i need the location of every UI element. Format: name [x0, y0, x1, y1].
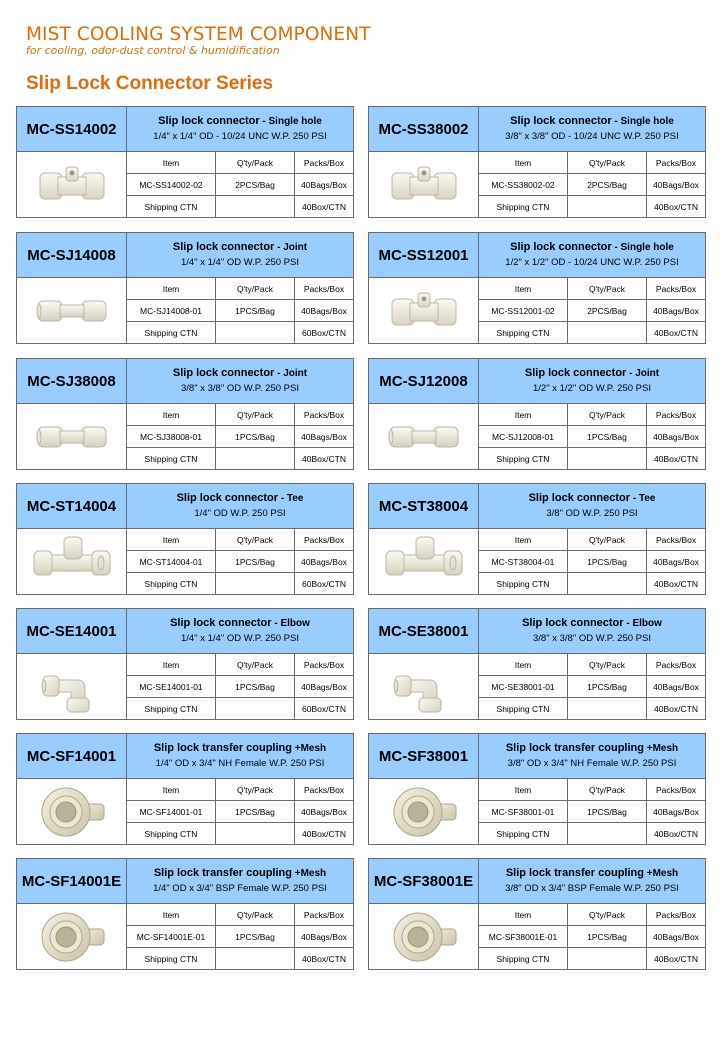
header-qty: Q'ty/Pack: [216, 404, 295, 426]
item-packs: 40Bags/Box: [647, 300, 706, 322]
header-packs: Packs/Box: [647, 404, 706, 426]
shipping-label: Shipping CTN: [127, 823, 216, 845]
header-item: Item: [127, 904, 216, 926]
shipping-empty: [216, 196, 295, 218]
elbow-connector-icon: [369, 658, 478, 716]
product-card-mc-ss14002: [16, 106, 353, 217]
product-title: Slip lock connector - Elbow: [170, 617, 310, 630]
product-image: [369, 404, 479, 470]
item-code: MC-ST14004-01: [127, 551, 216, 573]
product-code: MC-SS14002: [17, 107, 127, 152]
product-table: [368, 733, 706, 845]
item-packs: 40Bags/Box: [647, 551, 706, 573]
shipping-ctn: 40Box/CTN: [295, 448, 354, 470]
product-spec: 3/8" x 3/8" OD W.P. 250 PSI: [533, 632, 651, 644]
product-image: [17, 904, 127, 970]
header-qty: Q'ty/Pack: [568, 779, 647, 801]
header-qty: Q'ty/Pack: [568, 278, 647, 300]
shipping-label: Shipping CTN: [479, 573, 568, 595]
product-card-mc-ss12001: [368, 232, 705, 343]
item-qty: 1PCS/Bag: [216, 300, 295, 322]
header-item: Item: [479, 278, 568, 300]
product-spec: 1/4" x 1/4" OD - 10/24 UNC W.P. 250 PSI: [153, 130, 327, 142]
shipping-empty: [216, 573, 295, 595]
shipping-label: Shipping CTN: [127, 698, 216, 720]
product-table: [368, 858, 706, 970]
product-image: [17, 278, 127, 344]
product-code: MC-SJ38008: [17, 359, 127, 404]
shipping-ctn: 40Box/CTN: [647, 196, 706, 218]
product-image: [369, 654, 479, 720]
elbow-connector-icon: [17, 658, 126, 716]
header-item: Item: [479, 404, 568, 426]
shipping-ctn: 60Box/CTN: [295, 698, 354, 720]
header-packs: Packs/Box: [647, 278, 706, 300]
item-packs: 40Bags/Box: [647, 174, 706, 196]
joint-connector-icon: [17, 288, 126, 334]
product-description: [479, 609, 706, 654]
shipping-label: Shipping CTN: [479, 948, 568, 970]
item-qty: 1PCS/Bag: [568, 926, 647, 948]
item-code: MC-SE38001-01: [479, 676, 568, 698]
shipping-label: Shipping CTN: [479, 823, 568, 845]
header-item: Item: [479, 654, 568, 676]
product-spec: 1/4" x 1/4" OD W.P. 250 PSI: [181, 256, 299, 268]
shipping-empty: [216, 698, 295, 720]
product-spec: 1/4" OD x 3/4" NH Female W.P. 250 PSI: [155, 757, 325, 769]
product-spec: 1/4" OD W.P. 250 PSI: [194, 507, 286, 519]
joint-connector-icon: [17, 414, 126, 460]
header-qty: Q'ty/Pack: [216, 779, 295, 801]
item-packs: 40Bags/Box: [295, 300, 354, 322]
tee-connector-icon: [369, 533, 478, 591]
product-image: [369, 904, 479, 970]
product-table: [16, 483, 354, 595]
product-title: Slip lock connector - Single hole: [158, 115, 322, 128]
product-card-mc-ss38002: [368, 106, 705, 217]
product-card-mc-st14004: [16, 483, 353, 594]
item-packs: 40Bags/Box: [295, 174, 354, 196]
single-hole-connector-icon: [369, 285, 478, 337]
product-table: [368, 106, 706, 218]
product-title: Slip lock transfer coupling +Mesh: [505, 742, 679, 755]
product-code: MC-SJ14008: [17, 233, 127, 278]
product-description: [127, 359, 354, 404]
product-card-mc-sf38001: [368, 733, 705, 844]
shipping-empty: [568, 698, 647, 720]
product-spec: 3/8" OD x 3/4" NH Female W.P. 250 PSI: [507, 757, 677, 769]
product-image: [17, 779, 127, 845]
product-image: [17, 152, 127, 218]
item-qty: 2PCS/Bag: [568, 300, 647, 322]
transfer-coupling-icon: [369, 907, 478, 967]
product-code: MC-SE14001: [17, 609, 127, 654]
product-code: MC-SS38002: [369, 107, 479, 152]
item-qty: 1PCS/Bag: [216, 676, 295, 698]
header-qty: Q'ty/Pack: [568, 904, 647, 926]
product-code: MC-SF14001: [17, 734, 127, 779]
item-code: MC-SF38001-01: [479, 801, 568, 823]
product-card-mc-se38001: [368, 608, 705, 719]
product-description: [127, 859, 354, 904]
shipping-empty: [568, 948, 647, 970]
product-table: [16, 608, 354, 720]
product-title: Slip lock connector - Tee: [176, 492, 304, 505]
shipping-ctn: 40Box/CTN: [295, 196, 354, 218]
transfer-coupling-icon: [17, 782, 126, 842]
shipping-ctn: 40Box/CTN: [647, 448, 706, 470]
header-packs: Packs/Box: [647, 529, 706, 551]
header-qty: Q'ty/Pack: [216, 654, 295, 676]
product-description: [127, 107, 354, 152]
product-code: MC-SF38001: [369, 734, 479, 779]
shipping-ctn: 40Box/CTN: [647, 823, 706, 845]
shipping-empty: [216, 948, 295, 970]
product-spec: 3/8" OD x 3/4" BSP Female W.P. 250 PSI: [505, 882, 679, 894]
item-qty: 1PCS/Bag: [216, 426, 295, 448]
product-card-mc-sj12008: [368, 358, 705, 469]
product-spec: 3/8" x 3/8" OD - 10/24 UNC W.P. 250 PSI: [505, 130, 679, 142]
product-title: Slip lock connector - Elbow: [522, 617, 662, 630]
shipping-label: Shipping CTN: [127, 196, 216, 218]
product-title: Slip lock connector - Joint: [524, 367, 660, 380]
shipping-label: Shipping CTN: [127, 322, 216, 344]
product-title: Slip lock connector - Joint: [172, 241, 308, 254]
product-table: [16, 358, 354, 470]
product-table: [368, 232, 706, 344]
shipping-ctn: 40Box/CTN: [647, 573, 706, 595]
product-description: [127, 233, 354, 278]
product-title: Slip lock transfer coupling +Mesh: [153, 867, 327, 880]
product-table: [368, 608, 706, 720]
product-table: [368, 358, 706, 470]
item-code: MC-SE14001-01: [127, 676, 216, 698]
item-packs: 40Bags/Box: [295, 426, 354, 448]
header-packs: Packs/Box: [295, 654, 354, 676]
item-packs: 40Bags/Box: [295, 801, 354, 823]
item-qty: 1PCS/Bag: [216, 801, 295, 823]
item-code: MC-SF14001E-01: [127, 926, 216, 948]
item-qty: 1PCS/Bag: [216, 926, 295, 948]
shipping-ctn: 60Box/CTN: [295, 573, 354, 595]
product-code: MC-SE38001: [369, 609, 479, 654]
product-image: [17, 404, 127, 470]
header-qty: Q'ty/Pack: [568, 654, 647, 676]
item-packs: 40Bags/Box: [295, 551, 354, 573]
header-item: Item: [127, 654, 216, 676]
item-code: MC-SF14001-01: [127, 801, 216, 823]
item-code: MC-SJ38008-01: [127, 426, 216, 448]
item-qty: 1PCS/Bag: [216, 551, 295, 573]
product-table: [16, 858, 354, 970]
product-code: MC-ST14004: [17, 484, 127, 529]
item-packs: 40Bags/Box: [295, 676, 354, 698]
product-title: Slip lock connector - Single hole: [510, 115, 674, 128]
single-hole-connector-icon: [369, 159, 478, 211]
product-image: [369, 278, 479, 344]
header-item: Item: [479, 779, 568, 801]
header-packs: Packs/Box: [295, 904, 354, 926]
header-packs: Packs/Box: [295, 278, 354, 300]
product-description: [479, 107, 706, 152]
product-description: [479, 734, 706, 779]
header-qty: Q'ty/Pack: [216, 529, 295, 551]
header-qty: Q'ty/Pack: [568, 529, 647, 551]
shipping-empty: [568, 322, 647, 344]
header-packs: Packs/Box: [295, 152, 354, 174]
header-qty: Q'ty/Pack: [216, 904, 295, 926]
shipping-ctn: 40Box/CTN: [647, 948, 706, 970]
transfer-coupling-icon: [17, 907, 126, 967]
header-qty: Q'ty/Pack: [568, 404, 647, 426]
product-code: MC-SF38001E: [369, 859, 479, 904]
header-packs: Packs/Box: [295, 529, 354, 551]
product-code: MC-SF14001E: [17, 859, 127, 904]
product-table: [16, 733, 354, 845]
shipping-label: Shipping CTN: [479, 698, 568, 720]
shipping-label: Shipping CTN: [127, 573, 216, 595]
item-packs: 40Bags/Box: [647, 676, 706, 698]
shipping-empty: [216, 448, 295, 470]
product-spec: 3/8" OD W.P. 250 PSI: [546, 507, 638, 519]
header-item: Item: [127, 278, 216, 300]
item-qty: 1PCS/Bag: [568, 676, 647, 698]
item-qty: 1PCS/Bag: [568, 801, 647, 823]
header-qty: Q'ty/Pack: [216, 278, 295, 300]
header-packs: Packs/Box: [647, 654, 706, 676]
product-description: [479, 484, 706, 529]
header-packs: Packs/Box: [295, 404, 354, 426]
item-qty: 1PCS/Bag: [568, 551, 647, 573]
shipping-label: Shipping CTN: [127, 448, 216, 470]
item-code: MC-SS38002-02: [479, 174, 568, 196]
item-code: MC-ST38004-01: [479, 551, 568, 573]
product-spec: 1/2" x 1/2" OD - 10/24 UNC W.P. 250 PSI: [505, 256, 679, 268]
product-card-mc-sf38001e: [368, 858, 705, 969]
header-packs: Packs/Box: [295, 779, 354, 801]
product-table: [16, 106, 354, 218]
product-card-mc-sf14001: [16, 733, 353, 844]
shipping-label: Shipping CTN: [479, 322, 568, 344]
product-title: Slip lock transfer coupling +Mesh: [505, 867, 679, 880]
product-description: [127, 484, 354, 529]
header-item: Item: [479, 529, 568, 551]
shipping-empty: [568, 573, 647, 595]
single-hole-connector-icon: [17, 159, 126, 211]
product-description: [127, 734, 354, 779]
item-qty: 2PCS/Bag: [568, 174, 647, 196]
product-card-mc-sj14008: [16, 232, 353, 343]
product-title: Slip lock connector - Single hole: [510, 241, 674, 254]
header-packs: Packs/Box: [647, 904, 706, 926]
header-packs: Packs/Box: [647, 779, 706, 801]
item-packs: 40Bags/Box: [647, 926, 706, 948]
header-qty: Q'ty/Pack: [216, 152, 295, 174]
joint-connector-icon: [369, 414, 478, 460]
shipping-empty: [568, 823, 647, 845]
product-table: [16, 232, 354, 344]
shipping-ctn: 40Box/CTN: [295, 823, 354, 845]
product-card-mc-sf14001e: [16, 858, 353, 969]
item-code: MC-SS14002-02: [127, 174, 216, 196]
item-code: MC-SS12001-02: [479, 300, 568, 322]
product-code: MC-SS12001: [369, 233, 479, 278]
shipping-ctn: 60Box/CTN: [295, 322, 354, 344]
item-packs: 40Bags/Box: [647, 801, 706, 823]
shipping-ctn: 40Box/CTN: [647, 698, 706, 720]
item-qty: 1PCS/Bag: [568, 426, 647, 448]
page-title: MIST COOLING SYSTEM COMPONENT: [26, 24, 371, 45]
shipping-empty: [568, 196, 647, 218]
header-item: Item: [127, 152, 216, 174]
product-card-mc-sj38008: [16, 358, 353, 469]
product-title: Slip lock transfer coupling +Mesh: [153, 742, 327, 755]
series-title: Slip Lock Connector Series: [26, 73, 274, 94]
item-packs: 40Bags/Box: [295, 926, 354, 948]
item-code: MC-SJ12008-01: [479, 426, 568, 448]
tee-connector-icon: [17, 533, 126, 591]
product-spec: 1/4" x 1/4" OD W.P. 250 PSI: [181, 632, 299, 644]
header-item: Item: [127, 404, 216, 426]
shipping-empty: [216, 322, 295, 344]
page-subtitle: for cooling, odor-dust control & humidification: [26, 44, 280, 57]
product-card-mc-se14001: [16, 608, 353, 719]
item-qty: 2PCS/Bag: [216, 174, 295, 196]
product-image: [17, 654, 127, 720]
shipping-label: Shipping CTN: [127, 948, 216, 970]
header-item: Item: [479, 904, 568, 926]
product-spec: 3/8" x 3/8" OD W.P. 250 PSI: [181, 382, 299, 394]
product-spec: 1/2" x 1/2" OD W.P. 250 PSI: [533, 382, 651, 394]
product-title: Slip lock connector - Tee: [528, 492, 656, 505]
transfer-coupling-icon: [369, 782, 478, 842]
product-spec: 1/4" OD x 3/4" BSP Female W.P. 250 PSI: [153, 882, 327, 894]
product-image: [369, 779, 479, 845]
shipping-ctn: 40Box/CTN: [295, 948, 354, 970]
shipping-ctn: 40Box/CTN: [647, 322, 706, 344]
shipping-empty: [568, 448, 647, 470]
product-description: [127, 609, 354, 654]
product-description: [479, 359, 706, 404]
product-title: Slip lock connector - Joint: [172, 367, 308, 380]
header-packs: Packs/Box: [647, 152, 706, 174]
shipping-label: Shipping CTN: [479, 196, 568, 218]
item-code: MC-SF38001E-01: [479, 926, 568, 948]
header-item: Item: [479, 152, 568, 174]
product-image: [369, 152, 479, 218]
header-item: Item: [127, 779, 216, 801]
item-packs: 40Bags/Box: [647, 426, 706, 448]
product-image: [17, 529, 127, 595]
shipping-label: Shipping CTN: [479, 448, 568, 470]
product-table: [368, 483, 706, 595]
product-code: MC-SJ12008: [369, 359, 479, 404]
product-description: [479, 859, 706, 904]
product-card-mc-st38004: [368, 483, 705, 594]
header-item: Item: [127, 529, 216, 551]
product-image: [369, 529, 479, 595]
item-code: MC-SJ14008-01: [127, 300, 216, 322]
product-description: [479, 233, 706, 278]
header-qty: Q'ty/Pack: [568, 152, 647, 174]
product-code: MC-ST38004: [369, 484, 479, 529]
shipping-empty: [216, 823, 295, 845]
